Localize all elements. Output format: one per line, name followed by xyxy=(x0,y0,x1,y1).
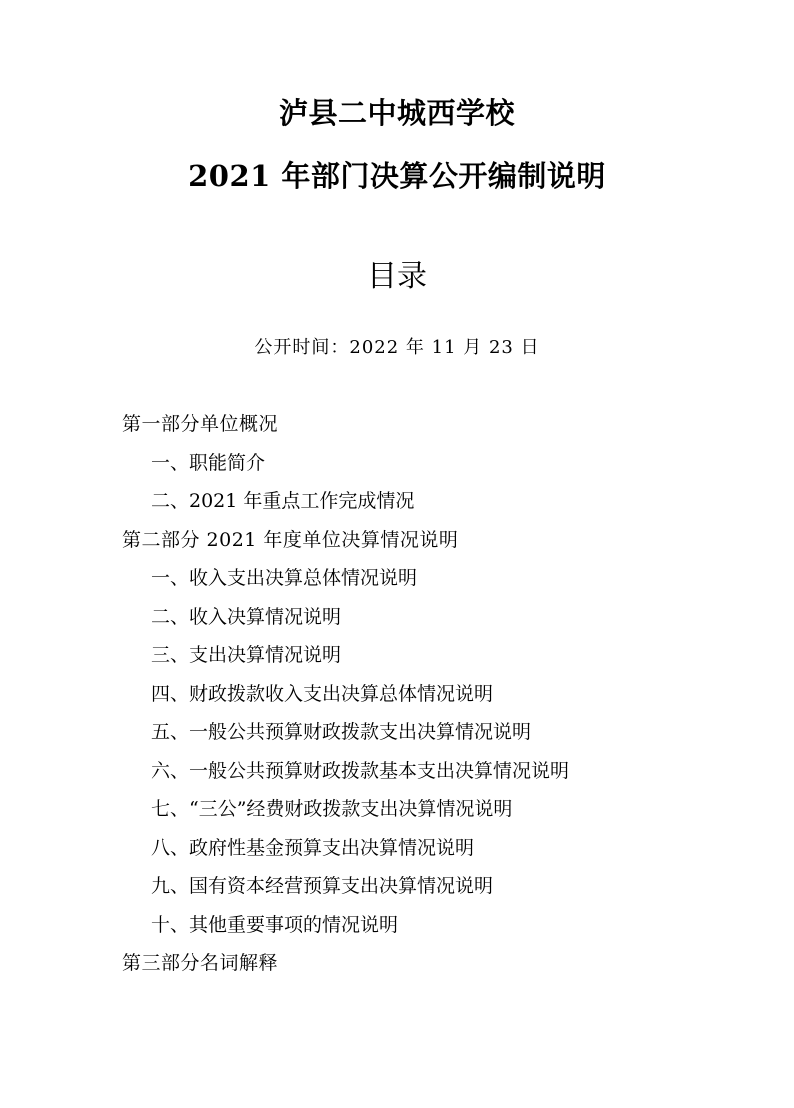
toc-item-2-9[interactable]: 九、国有资本经营预算支出决算情况说明 xyxy=(151,875,494,897)
toc-item-2-6[interactable]: 六、一般公共预算财政拨款基本支出决算情况说明 xyxy=(151,759,570,782)
toc-item-2-1[interactable]: 一、收入支出决算总体情况说明 xyxy=(151,567,418,589)
toc-item-2-10[interactable]: 十、其他重要事项的情况说明 xyxy=(151,913,399,936)
toc-item-1-2[interactable]: 二、2021 年重点工作完成情况 xyxy=(151,490,415,512)
document-title-report: 2021 年部门决算公开编制说明 xyxy=(188,159,606,193)
toc-part-3[interactable]: 第三部分名词解释 xyxy=(122,952,279,974)
toc-heading: 目录 xyxy=(367,259,427,294)
toc-item-2-8[interactable]: 八、政府性基金预算支出决算情况说明 xyxy=(151,836,475,859)
toc-item-2-2[interactable]: 二、收入决算情况说明 xyxy=(151,605,342,628)
toc-item-2-5[interactable]: 五、一般公共预算财政拨款支出决算情况说明 xyxy=(151,721,532,743)
publish-date: 公开时间：2022 年 11 月 23 日 xyxy=(254,337,540,358)
table-of-contents xyxy=(122,409,762,987)
toc-item-2-7[interactable]: 七、“三公”经费财政拨款支出决算情况说明 xyxy=(151,798,513,820)
toc-item-2-4[interactable]: 四、财政拨款收入支出决算总体情况说明 xyxy=(151,682,494,705)
toc-item-2-3[interactable]: 三、支出决算情况说明 xyxy=(151,644,342,666)
document-title-org: 泸县二中城西学校 xyxy=(278,96,515,130)
toc-part-2[interactable]: 第二部分 2021 年度单位决算情况说明 xyxy=(122,528,459,551)
toc-part-1[interactable]: 第一部分单位概况 xyxy=(122,413,279,435)
toc-item-1-1[interactable]: 一、职能简介 xyxy=(151,451,266,474)
